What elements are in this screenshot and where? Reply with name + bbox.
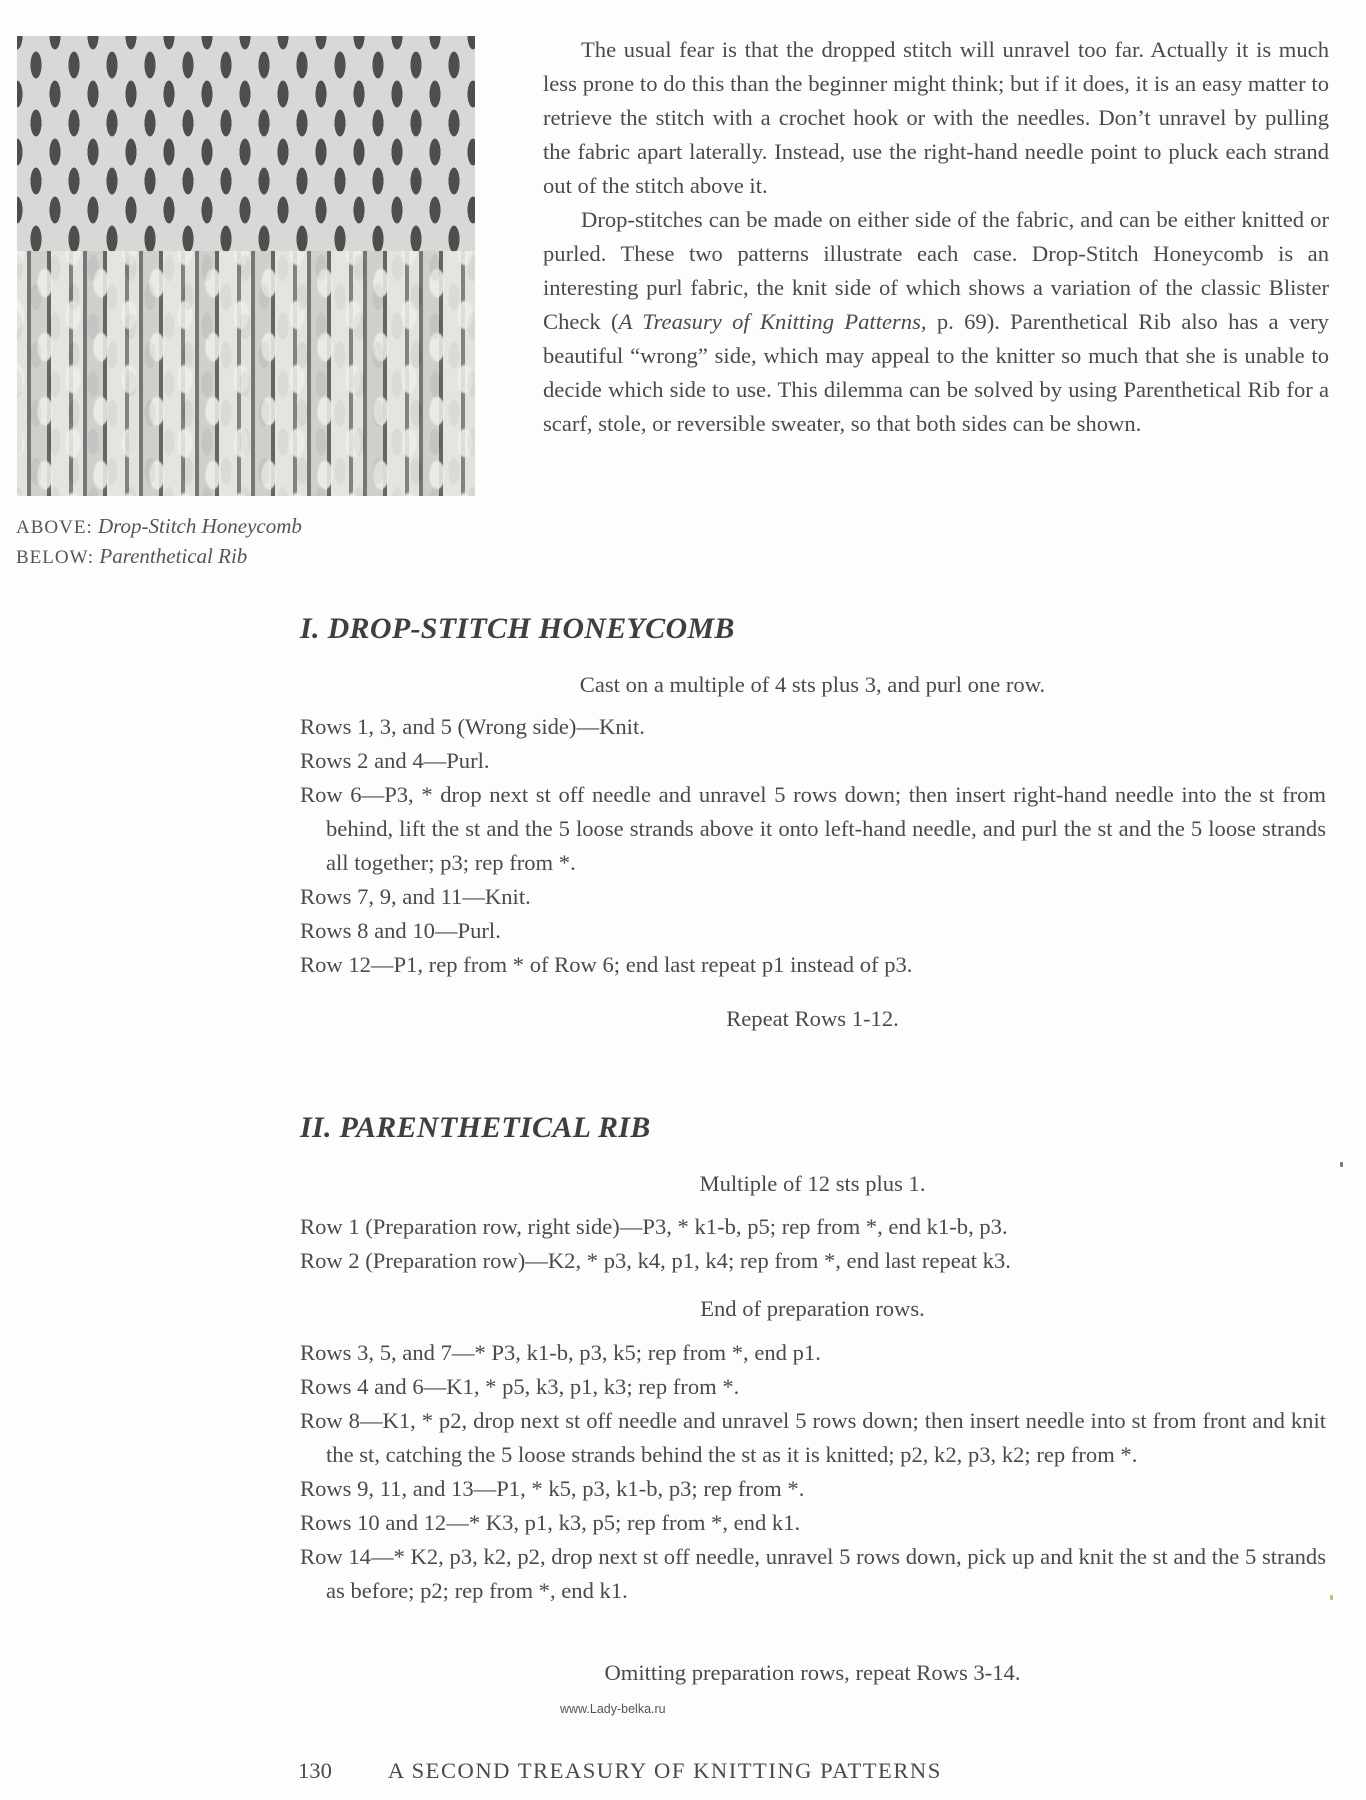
intro-paragraph-1: The usual fear is that the dropped stitch will unravel too far. Actually it is much less prone to do this than the beginner might think; but if it does, it is an easy matter to retrieve the stitch with a crochet hook or with the needles. Don’t unravel by pulling the fabric apart laterally. Instead, use the right-hand needle point to pluck each strand out of the stitch above it. bbox=[543, 37, 1329, 198]
section-2-setup: Multiple of 12 sts plus 1. bbox=[699, 1171, 926, 1196]
section-1-setup: Cast on a multiple of 4 sts plus 3, and purl one row. bbox=[579, 672, 1046, 697]
instruction-row: Rows 4 and 6—K1, * p5, k3, p1, k3; rep from *. bbox=[300, 1374, 740, 1399]
instruction-row: Rows 3, 5, and 7—* P3, k1-b, p3, k5; rep from *, end p1. bbox=[300, 1340, 821, 1365]
section-2-prep-end: End of preparation rows. bbox=[700, 1296, 925, 1321]
instruction-row: Rows 8 and 10—Purl. bbox=[300, 918, 501, 943]
instruction-row: Rows 10 and 12—* K3, p1, k3, p5; rep from *, end k1. bbox=[300, 1510, 801, 1535]
watermark-link[interactable]: www.Lady-belka.ru bbox=[560, 1702, 666, 1716]
caption-above-label: ABOVE: bbox=[16, 517, 93, 538]
caption-below-label: BELOW: bbox=[16, 547, 95, 568]
book-title: A SECOND TREASURY OF KNITTING PATTERNS bbox=[387, 1758, 942, 1783]
instruction-row: Row 8—K1, * p2, drop next st off needle and unravel 5 rows down; then insert needle into st from front and knit the st, catching the 5 loose strands behind the st as it is knitted; p2, k2, p3, k2; rep from *. bbox=[300, 1408, 1326, 1467]
caption-below-title: Parenthetical Rib bbox=[99, 544, 248, 568]
intro-paragraph-2: Drop-stitches can be made on either side of the fabric, and can be either knitted or purled. These two patterns illustrate each case. Drop-Stitch Honeycomb is an interesting purl fabric, the knit side of which shows a variation of the classic Blister Check (A Treasury of Knitting Patterns, p. 69). Parenthetical Rib also has a very beautiful “wrong” side, which may appeal to the knitter so much that she is unable to decide which side to use. This dilemma can be solved by using Parenthetical Rib for a scarf, stole, or reversible sweater, so that both sides can be shown. bbox=[543, 207, 1329, 436]
instruction-row: Rows 1, 3, and 5 (Wrong side)—Knit. bbox=[300, 714, 645, 739]
knitting-swatch-photo bbox=[17, 36, 475, 496]
instruction-row: Rows 9, 11, and 13—P1, * k5, p3, k1-b, p3; rep from *. bbox=[300, 1476, 805, 1501]
instruction-row: Row 1 (Preparation row, right side)—P3, * k1-b, p5; rep from *, end k1-b, p3. bbox=[300, 1214, 1008, 1239]
page-footer bbox=[298, 1758, 942, 1784]
section-2-repeat: Omitting preparation rows, repeat Rows 3-14. bbox=[604, 1660, 1021, 1685]
instruction-row: Rows 7, 9, and 11—Knit. bbox=[300, 884, 531, 909]
figure-caption bbox=[16, 512, 302, 572]
section-2-title: II. PARENTHETICAL RIB bbox=[300, 1111, 651, 1144]
caption-above-title: Drop-Stitch Honeycomb bbox=[97, 514, 302, 538]
page-number: 130 bbox=[298, 1758, 332, 1783]
instruction-row: Row 14—* K2, p3, k2, p2, drop next st off needle, unravel 5 rows down, pick up and knit the st and the 5 strands as before; p2; rep from *, end k1. bbox=[300, 1544, 1326, 1603]
instruction-row: Rows 2 and 4—Purl. bbox=[300, 748, 490, 773]
section-1-repeat: Repeat Rows 1-12. bbox=[726, 1006, 899, 1031]
instruction-row: Row 2 (Preparation row)—K2, * p3, k4, p1, k4; rep from *, end last repeat k3. bbox=[300, 1248, 1011, 1273]
section-2-prep-rows bbox=[300, 1210, 1326, 1278]
section-1-rows bbox=[300, 710, 1326, 982]
instruction-row: Row 12—P1, rep from * of Row 6; end last repeat p1 instead of p3. bbox=[300, 952, 913, 977]
intro-text bbox=[543, 33, 1329, 441]
scan-speck bbox=[1330, 1595, 1333, 1600]
instruction-row: Row 6—P3, * drop next st off needle and unravel 5 rows down; then insert right-hand needle into the st from behind, lift the st and the 5 loose strands above it onto left-hand needle, and purl the st and the 5 loose strands all together; p3; rep from *. bbox=[300, 782, 1326, 875]
book-reference: A Treasury of Knitting Patterns, bbox=[618, 309, 927, 334]
parenthetical-rib-swatch bbox=[17, 251, 475, 496]
section-1-title: I. DROP-STITCH HONEYCOMB bbox=[300, 612, 735, 645]
scan-speck bbox=[1340, 1162, 1343, 1167]
section-2-rows bbox=[300, 1336, 1326, 1608]
